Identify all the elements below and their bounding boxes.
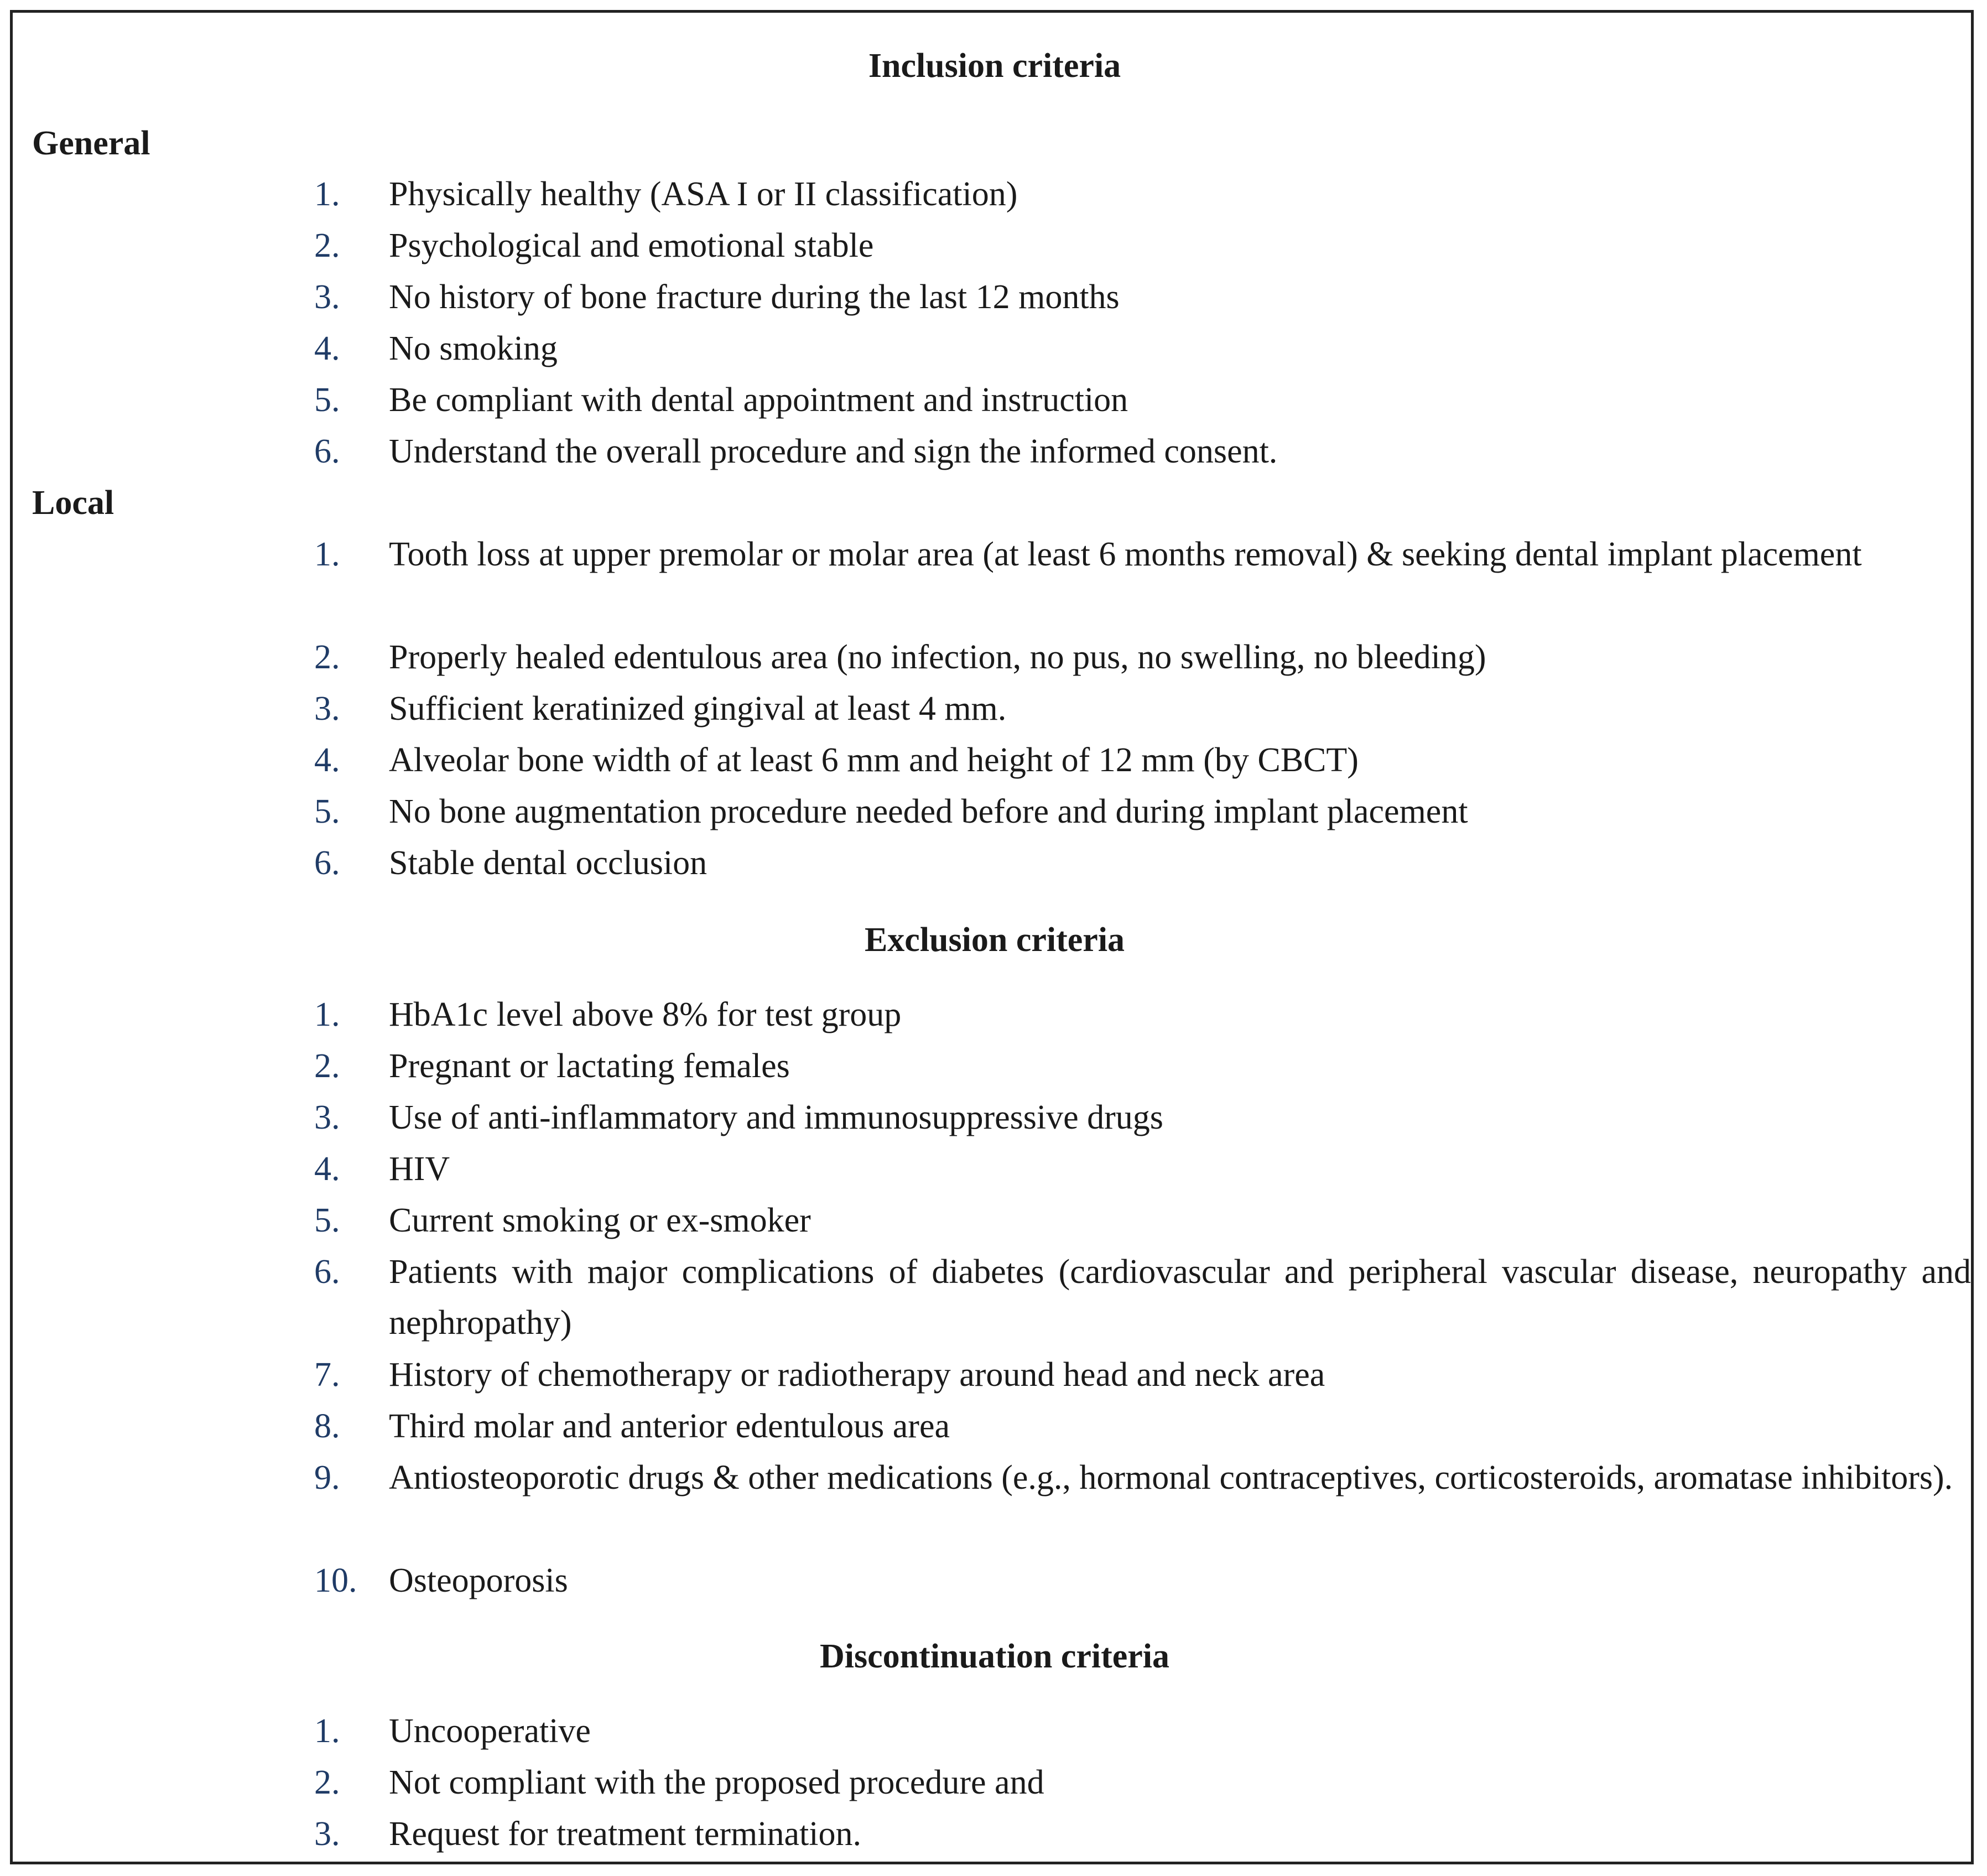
item-number: 1. bbox=[314, 175, 340, 213]
item-number: 1. bbox=[314, 996, 340, 1033]
item-number: 10. bbox=[314, 1562, 357, 1599]
item-text: History of chemotherapy or radiotherapy around head and neck area bbox=[389, 1356, 1325, 1394]
item-text: Psychological and emotional stable bbox=[389, 227, 874, 264]
item-number: 5. bbox=[314, 381, 340, 419]
item-number: 3. bbox=[314, 1815, 340, 1853]
item-number: 4. bbox=[314, 330, 340, 367]
item-number: 6. bbox=[314, 433, 340, 470]
criteria-table-frame bbox=[10, 10, 1974, 1864]
item-text: Pregnant or lactating females bbox=[389, 1047, 790, 1085]
item-number: 6. bbox=[314, 844, 340, 882]
item-text: Current smoking or ex-smoker bbox=[389, 1202, 811, 1239]
item-text: Request for treatment termination. bbox=[389, 1815, 861, 1853]
item-text: Uncooperative bbox=[389, 1712, 591, 1750]
item-number: 2. bbox=[314, 638, 340, 676]
discontinuation-criteria-title: Discontinuation criteria bbox=[820, 1638, 1169, 1675]
item-text: Patients with major complications of diabetes (cardiovascular and peripheral vascular disease, neuropathy and nephropathy) bbox=[389, 1253, 1971, 1342]
item-text: Properly healed edentulous area (no infection, no pus, no swelling, no bleeding) bbox=[389, 638, 1486, 676]
item-text: HIV bbox=[389, 1150, 450, 1188]
item-text: Understand the overall procedure and sign the informed consent. bbox=[389, 433, 1278, 470]
item-text: Alveolar bone width of at least 6 mm and height of 12 mm (by CBCT) bbox=[389, 741, 1359, 779]
item-number: 1. bbox=[314, 536, 340, 573]
item-text: Stable dental occlusion bbox=[389, 844, 708, 882]
item-number: 9. bbox=[314, 1459, 340, 1496]
item-number: 4. bbox=[314, 1150, 340, 1188]
item-text: Be compliant with dental appointment and instruction bbox=[389, 381, 1128, 419]
item-number: 7. bbox=[314, 1356, 340, 1394]
item-number: 3. bbox=[314, 278, 340, 316]
item-number: 2. bbox=[314, 1047, 340, 1085]
item-number: 5. bbox=[314, 1202, 340, 1239]
item-text: Not compliant with the proposed procedure and bbox=[389, 1764, 1044, 1801]
item-number: 1. bbox=[314, 1712, 340, 1750]
item-number: 4. bbox=[314, 741, 340, 779]
item-text: Use of anti-inflammatory and immunosuppressive drugs bbox=[389, 1099, 1163, 1136]
item-number: 3. bbox=[314, 1099, 340, 1136]
item-text: Third molar and anterior edentulous area bbox=[389, 1407, 950, 1445]
inclusion-criteria-title: Inclusion criteria bbox=[868, 47, 1121, 85]
item-number: 3. bbox=[314, 690, 340, 727]
item-number: 5. bbox=[314, 793, 340, 830]
item-text: Sufficient keratinized gingival at least 4 mm. bbox=[389, 690, 1007, 727]
item-text: Tooth loss at upper premolar or molar area (at least 6 months removal) & seeking dental implant placement bbox=[389, 536, 1862, 573]
exclusion-criteria-title: Exclusion criteria bbox=[864, 921, 1125, 959]
item-text: No history of bone fracture during the last 12 months bbox=[389, 278, 1120, 316]
local-heading: Local bbox=[32, 484, 115, 522]
item-text: No smoking bbox=[389, 330, 558, 367]
item-number: 2. bbox=[314, 1764, 340, 1801]
item-text: Physically healthy (ASA I or II classification) bbox=[389, 175, 1018, 213]
item-text: No bone augmentation procedure needed before and during implant placement bbox=[389, 793, 1468, 830]
item-number: 8. bbox=[314, 1407, 340, 1445]
item-number: 6. bbox=[314, 1253, 340, 1291]
item-text: Antiosteoporotic drugs & other medications (e.g., hormonal contraceptives, corticosteroids, aromatase inhibitors). bbox=[389, 1459, 1953, 1496]
general-heading: General bbox=[32, 124, 150, 162]
item-number: 2. bbox=[314, 227, 340, 264]
item-text: Osteoporosis bbox=[389, 1562, 568, 1599]
item-text: HbA1c level above 8% for test group bbox=[389, 996, 902, 1033]
